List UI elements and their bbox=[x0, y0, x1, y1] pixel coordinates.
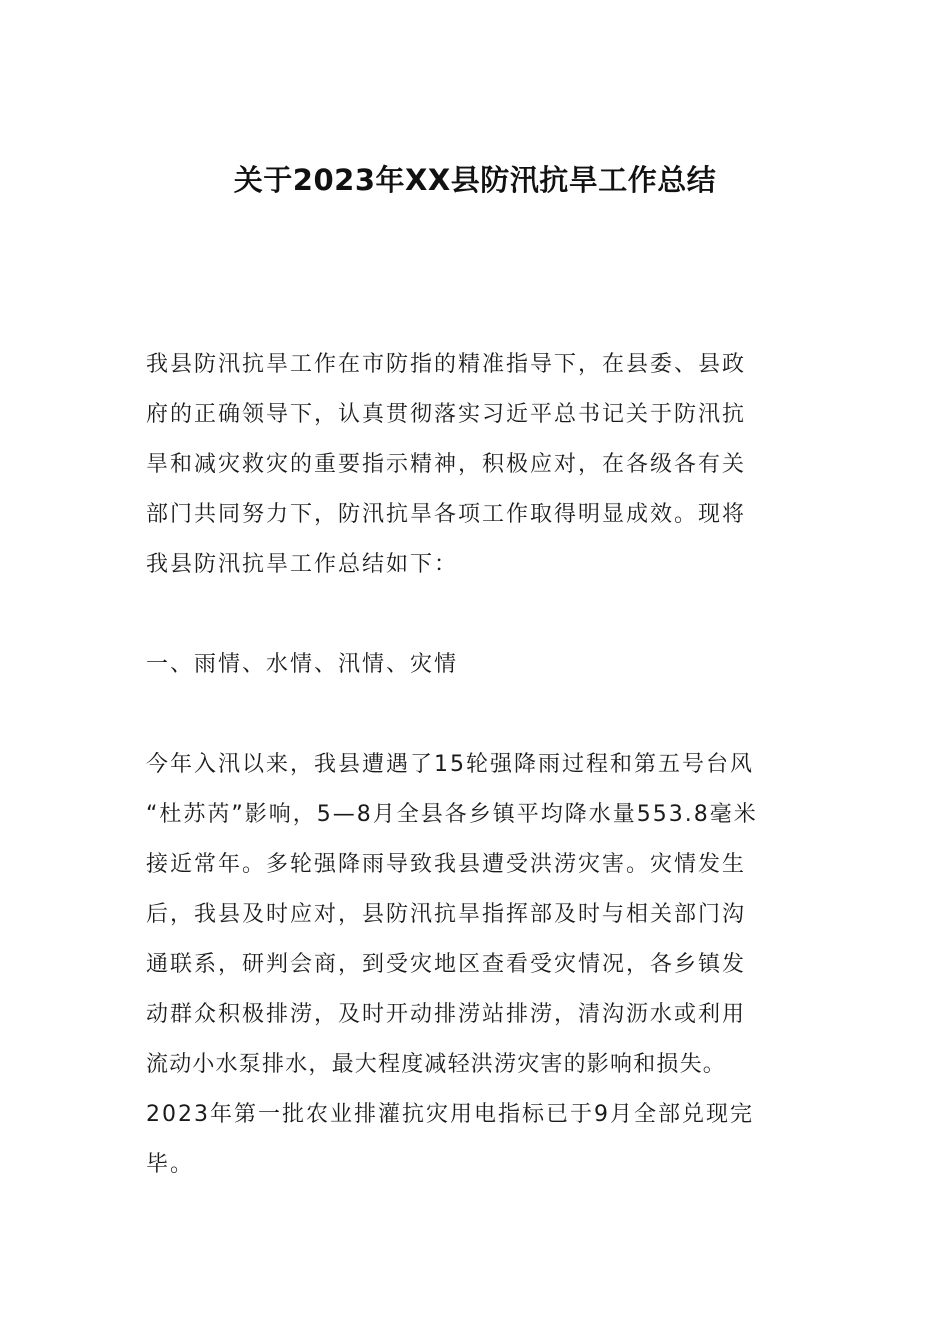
paragraph-line: 部门共同努力下，防汛抗旱各项工作取得明显成效。现将 bbox=[146, 502, 747, 527]
document-title: 关于2023年XX县防汛抗旱工作总结 bbox=[233, 163, 717, 197]
paragraph-line: 我县防汛抗旱工作在市防指的精准指导下，在县委、县政 bbox=[146, 352, 747, 377]
paragraph-line: 我县防汛抗旱工作总结如下： bbox=[146, 552, 459, 577]
paragraph-line: “杜苏芮”影响，5—8月全县各乡镇平均降水量553.8毫米 bbox=[146, 802, 758, 827]
section-heading bbox=[146, 640, 814, 690]
intro-paragraph bbox=[146, 340, 814, 590]
paragraph-line: 接近常年。多轮强降雨导致我县遭受洪涝灾害。灾情发生 bbox=[146, 852, 747, 877]
paragraph-line: 2023年第一批农业排灌抗灾用电指标已于9月全部兑现完 bbox=[146, 1102, 754, 1127]
paragraph-line: 旱和减灾救灾的重要指示精神，积极应对，在各级各有关 bbox=[146, 452, 747, 477]
paragraph-line: 府的正确领导下，认真贯彻落实习近平总书记关于防汛抗 bbox=[146, 402, 747, 427]
paragraph-line: 毕。 bbox=[146, 1152, 195, 1177]
paragraph-line: 流动小水泵排水，最大程度减轻洪涝灾害的影响和损失。 bbox=[146, 1052, 727, 1077]
paragraph-line: 后，我县及时应对，县防汛抗旱指挥部及时与相关部门沟 bbox=[146, 902, 747, 927]
section-heading-text: 一、雨情、水情、汛情、灾情 bbox=[146, 652, 459, 677]
paragraph-line: 通联系，研判会商，到受灾地区查看受灾情况，各乡镇发 bbox=[146, 952, 747, 977]
paragraph-line: 动群众积极排涝，及时开动排涝站排涝，清沟沥水或利用 bbox=[146, 1002, 747, 1027]
situation-paragraph bbox=[146, 740, 814, 1190]
paragraph-line: 今年入汛以来，我县遭遇了15轮强降雨过程和第五号台风 bbox=[146, 752, 754, 777]
